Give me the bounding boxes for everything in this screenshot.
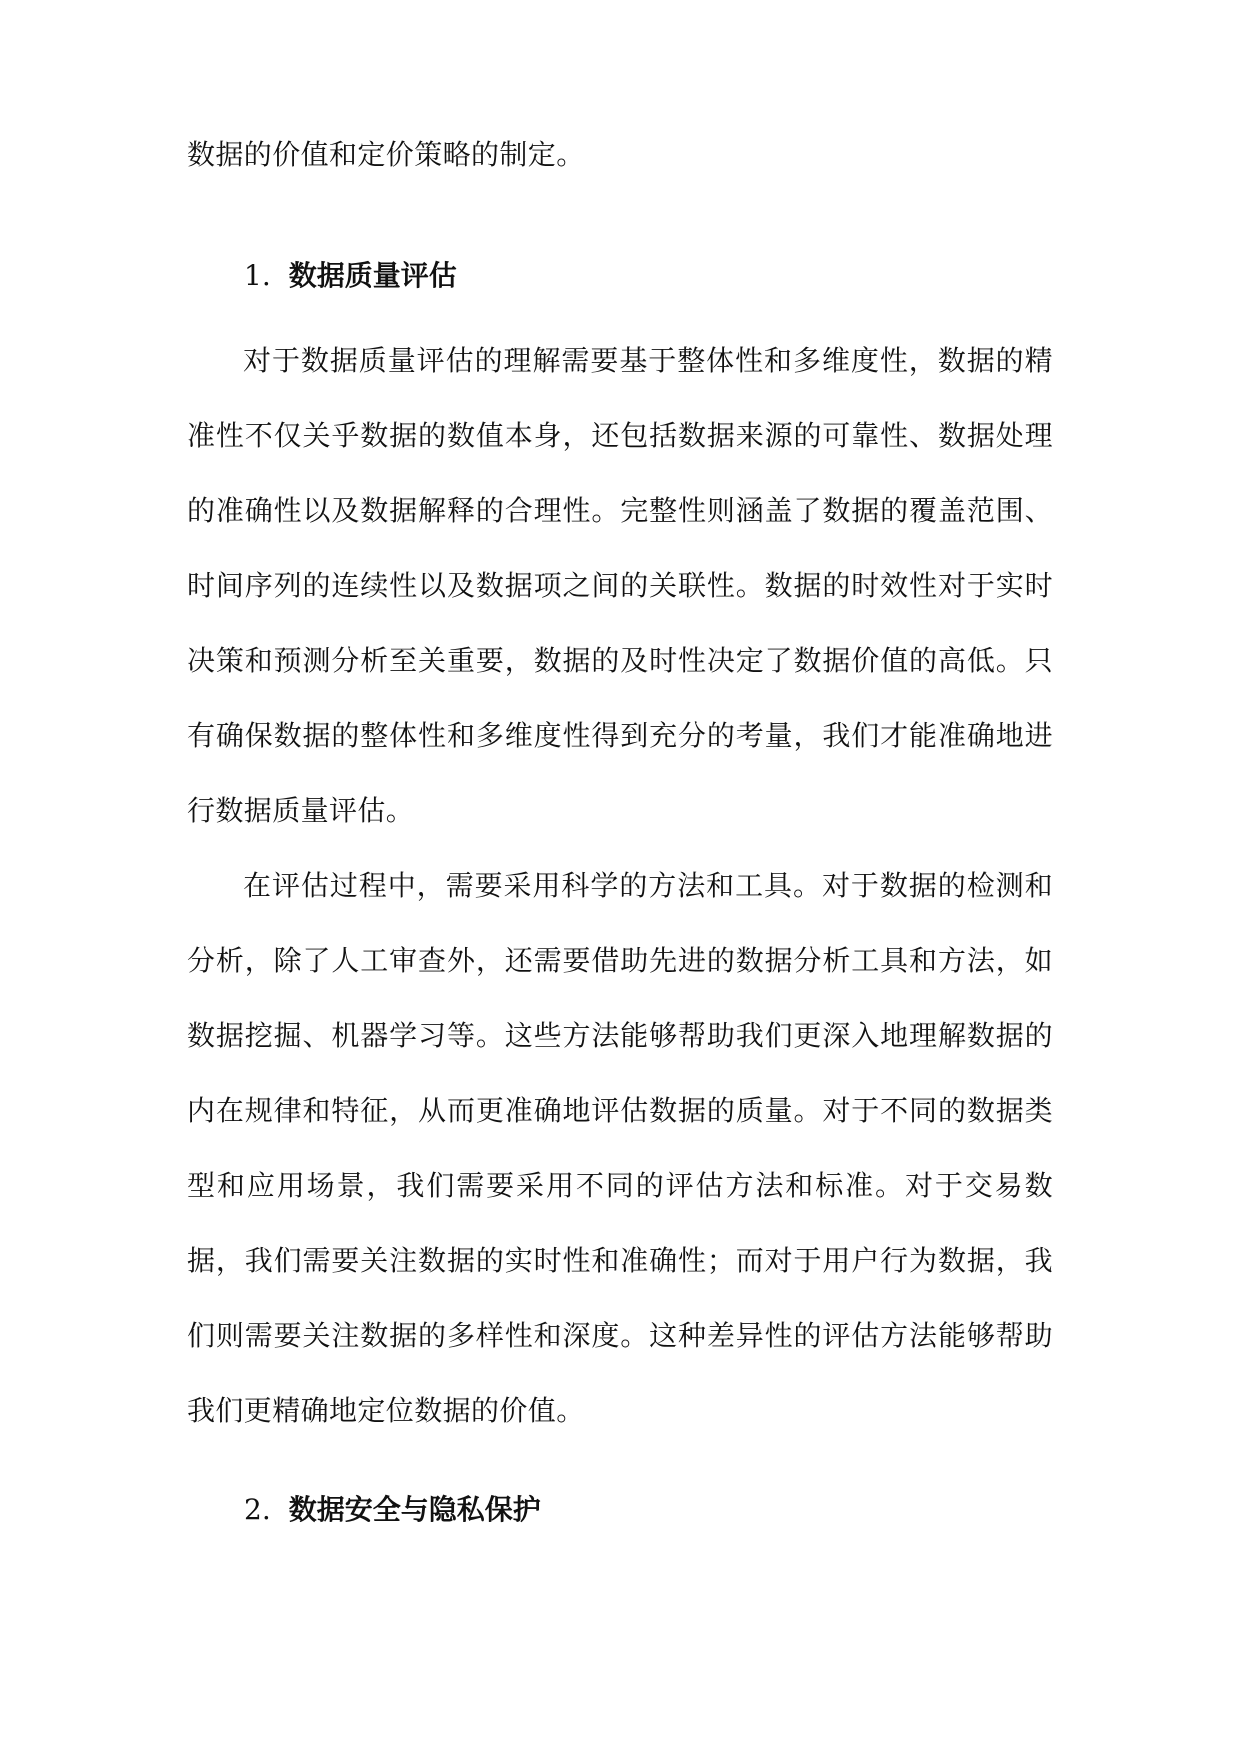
section-1-body bbox=[187, 323, 1053, 1448]
section-1-title: 数据质量评估 bbox=[288, 259, 457, 292]
section-2-title: 数据安全与隐私保护 bbox=[288, 1493, 541, 1526]
continuation-block bbox=[187, 117, 1053, 192]
section-1-paragraph-2: 在评估过程中，需要采用科学的方法和工具。对于数据的检测和分析，除了人工审查外，还需要借助先进的数据分析工具和方法，如数据挖掘、机器学习等。这些方法能够帮助我们更深入地理解数据的内在规律和特征，从而更准确地评估数据的质量。对于不同的数据类型和应用场景，我们需要采用不同的评估方法和标准。对于交易数据，我们需要关注数据的实时性和准确性；而对于用户行为数据，我们则需要关注数据的多样性和深度。这种差异性的评估方法能够帮助我们更精确地定位数据的价值。 bbox=[187, 869, 1053, 1427]
continuation-paragraph: 数据的价值和定价策略的制定。 bbox=[187, 138, 585, 171]
section-2-number: 2. bbox=[244, 1493, 271, 1526]
section-1-paragraph-1: 对于数据质量评估的理解需要基于整体性和多维度性，数据的精准性不仅关乎数据的数值本身，还包括数据来源的可靠性、数据处理的准确性以及数据解释的合理性。完整性则涵盖了数据的覆盖范围、时间序列的连续性以及数据项之间的关联性。数据的时效性对于实时决策和预测分析至关重要，数据的及时性决定了数据价值的高低。只有确保数据的整体性和多维度性得到充分的考量，我们才能准确地进行数据质量评估。 bbox=[187, 344, 1053, 827]
section-1-heading bbox=[244, 256, 457, 296]
section-1-number: 1. bbox=[244, 259, 271, 292]
section-2-heading bbox=[244, 1490, 541, 1530]
